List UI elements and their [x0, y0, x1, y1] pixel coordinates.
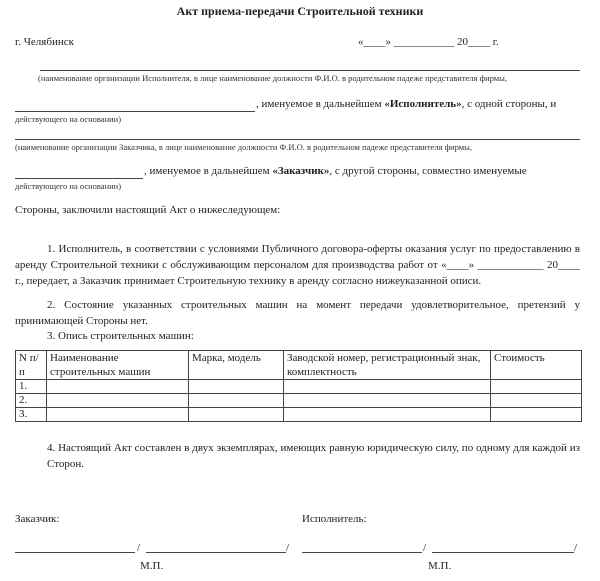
paragraph-3: 3. Опись строительных машин: [47, 330, 194, 342]
row-serial [284, 380, 491, 394]
signature-separator: / [423, 542, 427, 554]
row-cost [491, 394, 582, 408]
document-title: Акт приема-передачи Строительной техники [176, 4, 424, 18]
executor-basis: действующего на основании) [15, 114, 122, 124]
customer-named-text [144, 165, 527, 177]
customer-signature-label: Заказчик: [15, 513, 60, 525]
row-number: 1. [16, 380, 47, 394]
customer-role: «Заказчик» [272, 165, 330, 177]
paragraph-2: 2. Состояние указанных строительных машин на момент передачи удовлетворительное, претензий у принимающей Стороны нет. [15, 299, 580, 327]
row-number: 2. [16, 394, 47, 408]
stamp-right: М.П. [428, 560, 452, 572]
row-model [189, 394, 284, 408]
col-header-serial: Заводской номер, регистрационный знак, комплектность [284, 351, 491, 380]
row-model [189, 408, 284, 422]
table-row [16, 394, 582, 408]
row-name [47, 408, 189, 422]
row-serial [284, 394, 491, 408]
executor-signature-line [302, 552, 422, 553]
executor-basis-line [15, 111, 255, 112]
signature-separator: / [286, 542, 290, 554]
executor-named: , именуемое в дальнейшем [256, 98, 382, 110]
row-cost [491, 380, 582, 394]
intro-text: Стороны, заключили настоящий Акт о нижеследующем: [15, 204, 281, 216]
row-model [189, 380, 284, 394]
customer-named: , именуемое в дальнейшем [144, 165, 270, 177]
col-header-cost: Стоимость [491, 351, 582, 380]
table-row [16, 408, 582, 422]
customer-signature-line [15, 552, 135, 553]
customer-name-line-sign [146, 552, 286, 553]
customer-tail: , с другой стороны, совместно именуемые [329, 165, 527, 177]
table-row [16, 380, 582, 394]
col-header-model: Марка, модель [189, 351, 284, 380]
executor-named-text [256, 98, 556, 110]
machines-table [15, 350, 582, 422]
table-header-row [16, 351, 582, 380]
paragraph-1: 1. Исполнитель, в соответствии с условиями Публичного договора-оферты оказания услуг по предоставлению в аренду Строительной техники с обслуживающим персоналом для производства работ от «____» ____________ 20____ г., передает, а Заказчик принимает Строительную технику в аренду согласно нижеуказанной описи. [15, 243, 580, 287]
row-serial [284, 408, 491, 422]
row-name [47, 380, 189, 394]
customer-basis: действующего на основании) [15, 181, 122, 191]
executor-tail: , с одной стороны, и [461, 98, 557, 110]
executor-caption: (наименование организации Исполнителя, в лице наименование должности Ф.И.О. в родительном падеже представителя фирмы, [38, 73, 507, 83]
col-header-number: N п/п [16, 351, 47, 380]
executor-role: «Исполнитель» [384, 98, 462, 110]
row-name [47, 394, 189, 408]
row-number: 3. [16, 408, 47, 422]
customer-name-line [15, 139, 580, 140]
customer-basis-line [15, 178, 143, 179]
col-header-name: Наименование строительных машин [47, 351, 189, 380]
signature-separator: / [574, 542, 578, 554]
signature-separator: / [137, 542, 141, 554]
document-date: «____» ___________ 20____ г. [358, 36, 499, 48]
stamp-left: М.П. [140, 560, 164, 572]
paragraph-4: 4. Настоящий Акт составлен в двух экземплярах, имеющих равную юридическую силу, по одному для каждой из Сторон. [47, 442, 580, 470]
city: г. Челябинск [15, 36, 74, 48]
executor-name-line-sign [432, 552, 574, 553]
executor-name-line [40, 70, 580, 71]
customer-caption: (наименование организации Заказчика, в лице наименование должности Ф.И.О. в родительном падеже представителя фирмы, [15, 142, 472, 152]
executor-signature-label: Исполнитель: [302, 513, 367, 525]
row-cost [491, 408, 582, 422]
